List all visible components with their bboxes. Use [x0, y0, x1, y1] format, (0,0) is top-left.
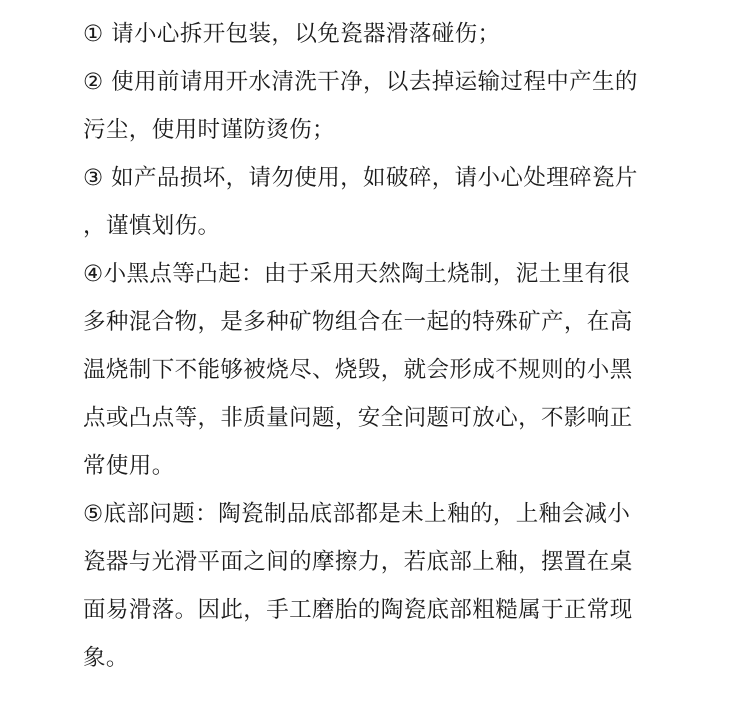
item-2-line-1: ② 使用前请用开水清洗干净，以去掉运输过程中产生的: [83, 69, 638, 95]
care-instructions: [83, 10, 673, 682]
item-5-line-4: 象。: [83, 645, 129, 671]
item-3-line-1: ③ 如产品损坏，请勿使用，如破碎，请小心处理碎瓷片: [83, 165, 638, 191]
item-4-line-3: 温烧制下不能够被烧尽、烧毁，就会形成不规则的小黑: [83, 357, 633, 383]
item-4-line-1: ④小黑点等凸起：由于采用天然陶土烧制，泥土里有很: [83, 261, 631, 287]
item-3-line-2: ，谨慎划伤。: [83, 213, 221, 239]
item-1-line-1: ① 请小心拆开包装，以免瓷器滑落碰伤；: [83, 21, 501, 47]
item-4-line-2: 多种混合物，是多种矿物组合在一起的特殊矿产，在高: [83, 309, 633, 335]
item-2-line-2: 污尘，使用时谨防烫伤；: [83, 117, 335, 143]
item-5-line-3: 面易滑落。因此，手工磨胎的陶瓷底部粗糙属于正常现: [83, 597, 633, 623]
item-4-line-5: 常使用。: [83, 453, 175, 479]
item-5-line-1: ⑤底部问题：陶瓷制品底部都是未上釉的，上釉会减小: [83, 501, 631, 527]
item-4-line-4: 点或凸点等，非质量问题，安全问题可放心，不影响正: [83, 405, 633, 431]
item-5-line-2: 瓷器与光滑平面之间的摩擦力，若底部上釉，摆置在桌: [83, 549, 633, 575]
